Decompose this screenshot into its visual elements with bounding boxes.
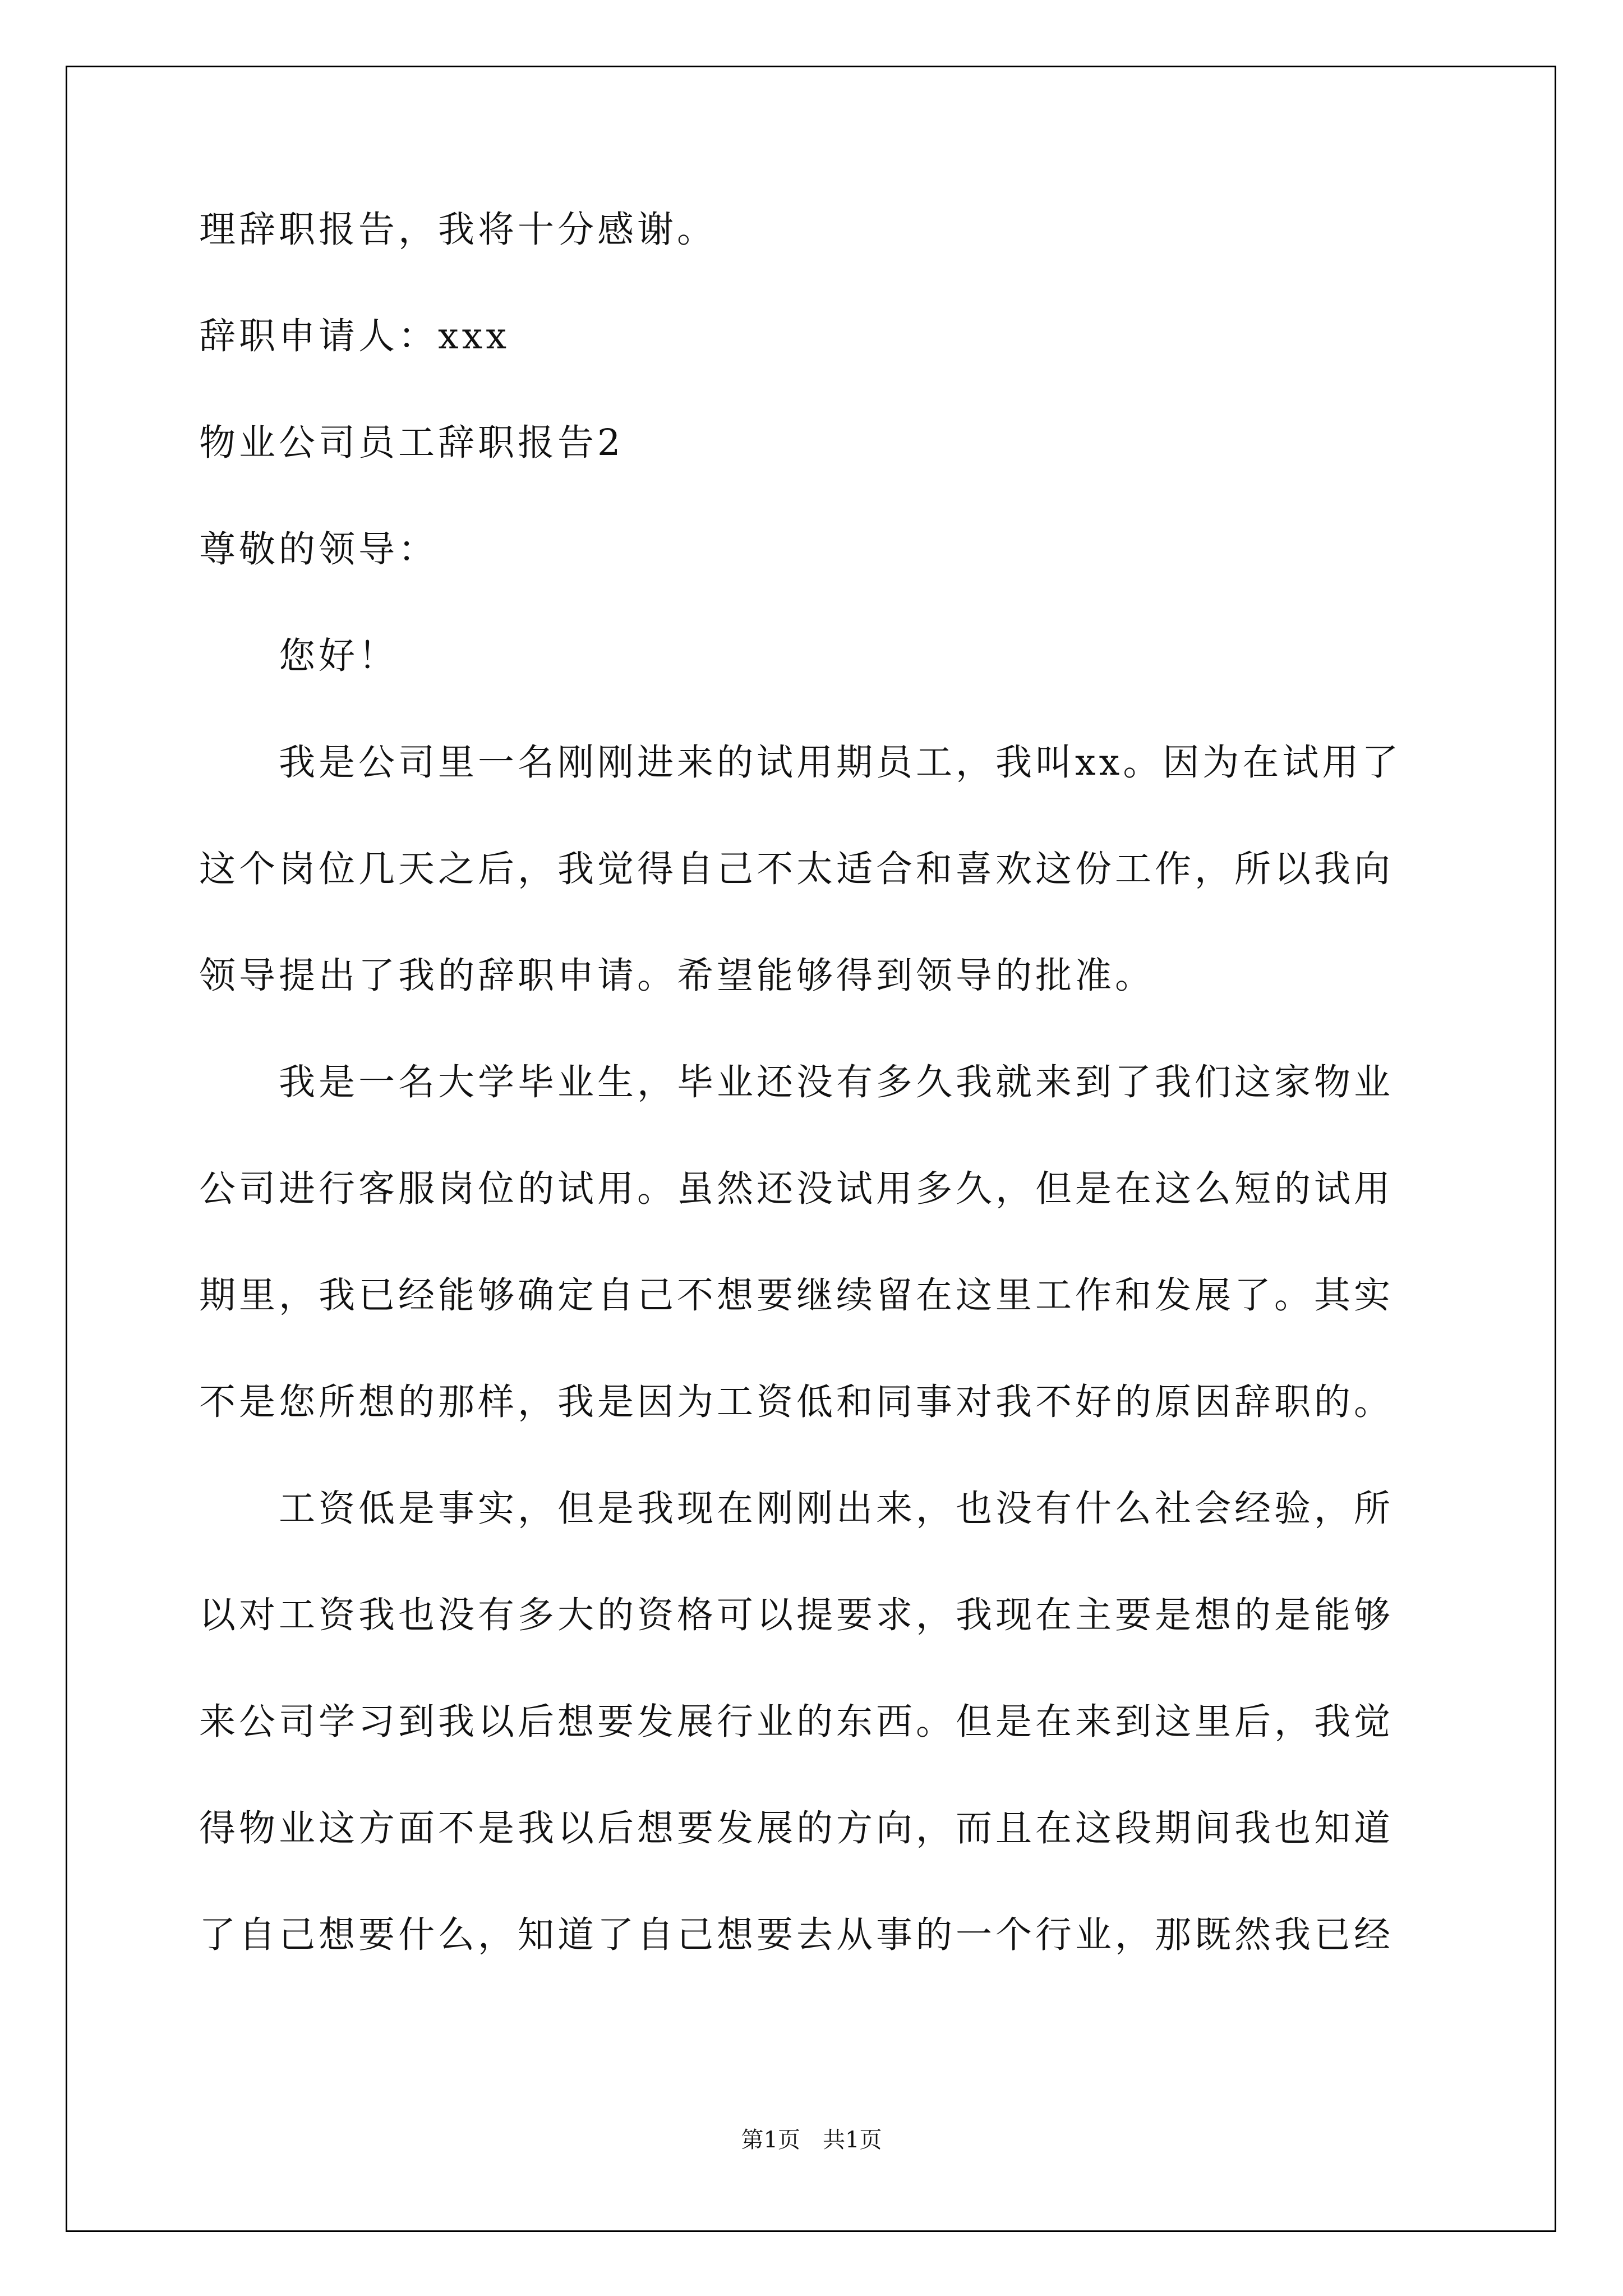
text-line: 我是公司里一名刚刚进来的试用期员工，我叫xx。因为在试用了 xyxy=(279,742,1402,784)
paragraph-1 xyxy=(199,736,1433,1003)
text-line: 理辞职报告，我将十分感谢。 xyxy=(199,209,717,251)
salutation: 尊敬的领导： xyxy=(199,528,439,570)
document-title: 物业公司员工辞职报告2 xyxy=(199,422,624,464)
text-line: 以对工资我也没有多大的资格可以提要求，我现在主要是想的是能够 xyxy=(199,1594,1394,1636)
paragraph-3 xyxy=(199,1482,1433,1962)
text-line: 了自己想要什么，知道了自己想要去从事的一个行业，那既然我已经 xyxy=(199,1914,1394,1956)
greeting: 您好！ xyxy=(279,635,399,677)
text-line: 这个岗位几天之后，我觉得自己不太适合和喜欢这份工作，所以我向 xyxy=(199,848,1394,890)
text-line: 不是您所想的那样，我是因为工资低和同事对我不好的原因辞职的。 xyxy=(199,1381,1394,1423)
page-number: 第1页 共1页 xyxy=(741,2127,882,2153)
paragraph-2 xyxy=(199,1056,1433,1429)
text-line: 领导提出了我的辞职申请。希望能够得到领导的批准。 xyxy=(199,955,1155,997)
text-line: 公司进行客服岗位的试用。虽然还没试用多久，但是在这么短的试用 xyxy=(199,1168,1394,1210)
document-body xyxy=(199,203,1433,2015)
text-line: 我是一名大学毕业生，毕业还没有多久我就来到了我们这家物业 xyxy=(279,1061,1394,1103)
text-line: 工资低是事实，但是我现在刚刚出来，也没有什么社会经验，所 xyxy=(279,1488,1394,1530)
text-line: 期里，我已经能够确定自己不想要继续留在这里工作和发展了。其实 xyxy=(199,1274,1394,1317)
text-line: 得物业这方面不是我以后想要发展的方向，而且在这段期间我也知道 xyxy=(199,1807,1394,1849)
text-line: 来公司学习到我以后想要发展行业的东西。但是在来到这里后，我觉 xyxy=(199,1701,1394,1743)
applicant-line: 辞职申请人：xxx xyxy=(199,315,510,357)
